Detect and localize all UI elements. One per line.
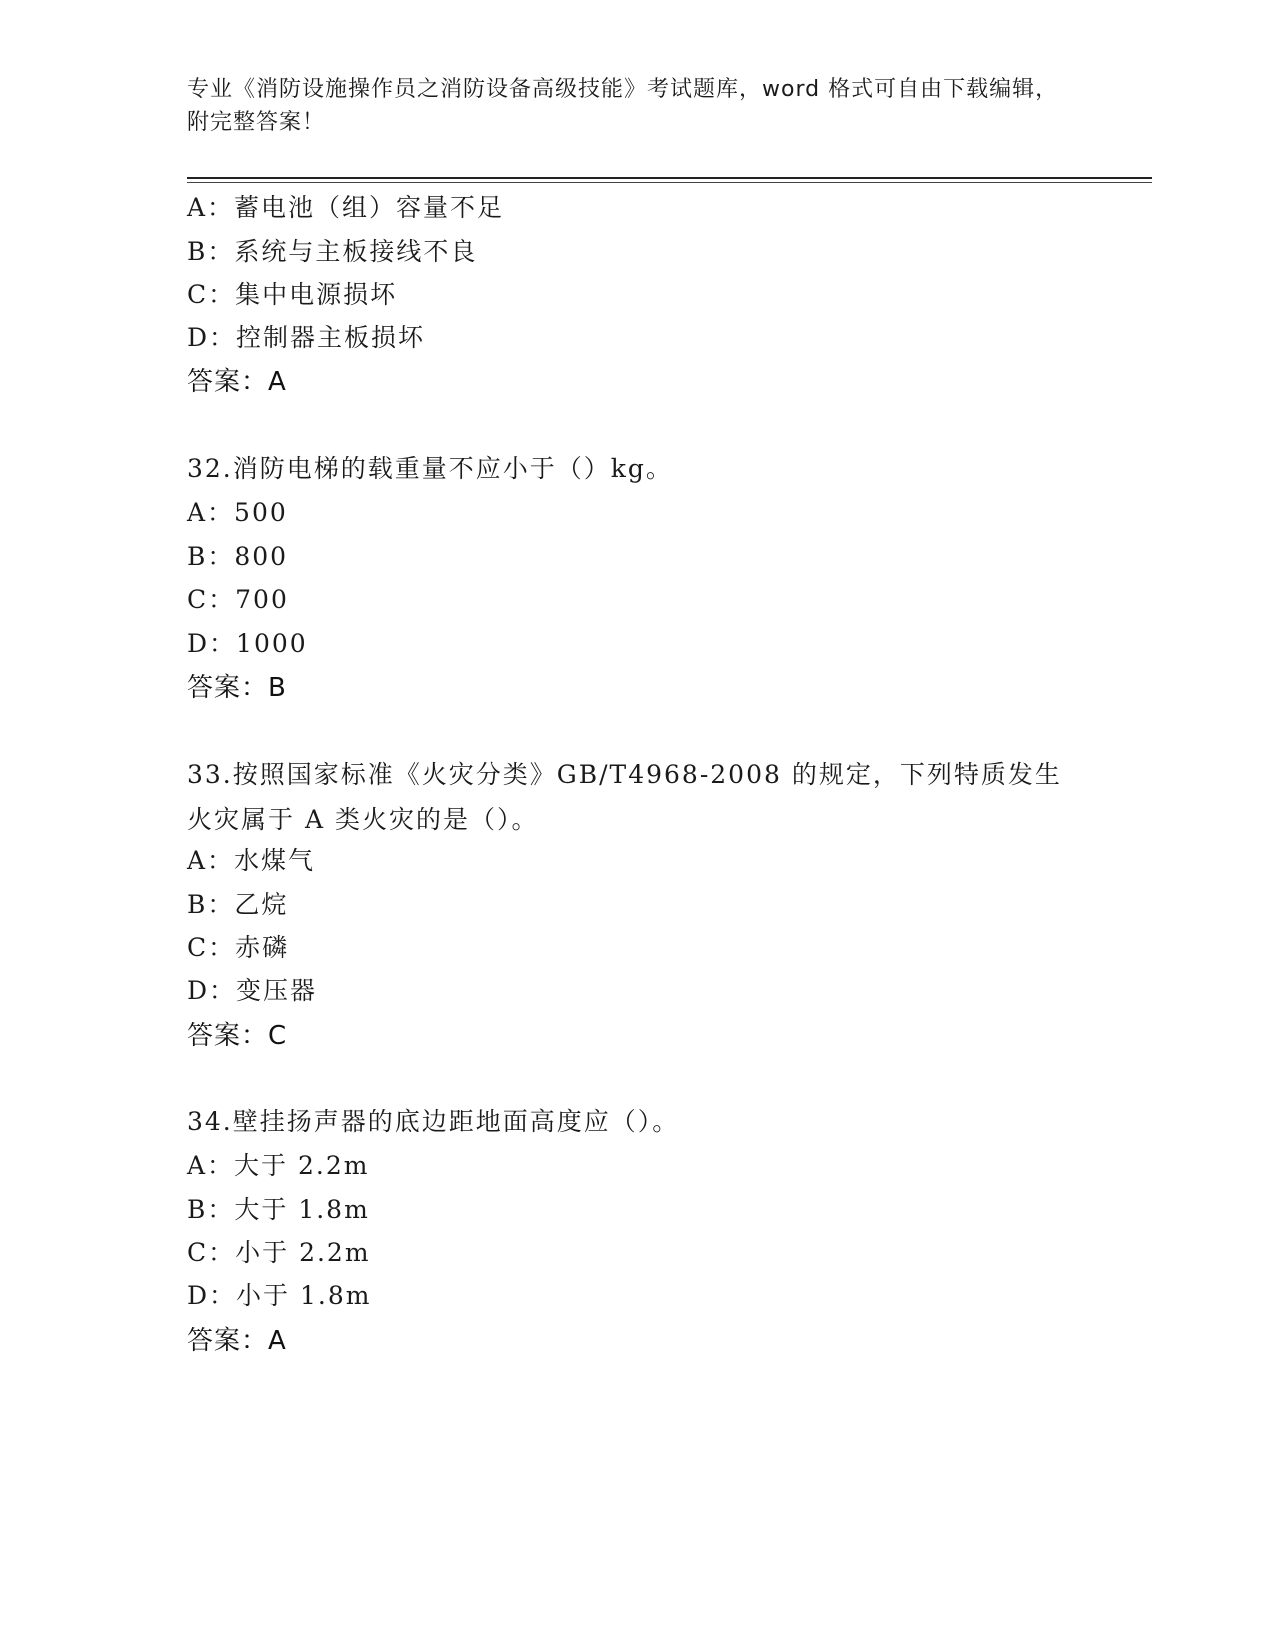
option-b: B：800 — [187, 542, 289, 571]
option-c: C：集中电源损坏 — [187, 280, 398, 309]
document-header: 专业《消防设施操作员之消防设备高级技能》考试题库，word 格式可自由下载编辑，附完整答案！ — [187, 77, 1059, 135]
question-32: 32.消防电梯的载重量不应小于（）kg。 — [187, 454, 673, 483]
answer-line: 答案：B — [187, 673, 287, 703]
answer-line: 答案：C — [187, 1021, 288, 1051]
option-b: B：系统与主板接线不良 — [187, 237, 478, 266]
option-d: D：变压器 — [187, 976, 318, 1005]
option-a: A：500 — [187, 498, 288, 527]
header-rule-thick — [187, 177, 1152, 179]
answer-line: 答案：A — [187, 367, 287, 397]
option-a: A：蓄电池（组）容量不足 — [187, 193, 505, 222]
question-33: 33.按照国家标准《火灾分类》GB/T4968-2008 的规定，下列特质发生火灾属于 A 类火灾的是（）。 — [187, 760, 1062, 834]
option-a: A：水煤气 — [187, 846, 316, 875]
option-c: C：赤磷 — [187, 933, 290, 962]
answer-line: 答案：A — [187, 1326, 287, 1356]
option-d: D：1000 — [187, 629, 308, 658]
option-c: C：700 — [187, 585, 289, 614]
question-34: 34.壁挂扬声器的底边距地面高度应（）。 — [187, 1107, 680, 1136]
option-d: D：小于 1.8m — [187, 1281, 372, 1310]
option-c: C：小于 2.2m — [187, 1238, 371, 1267]
option-a: A：大于 2.2m — [187, 1151, 370, 1180]
header-rule-thin — [187, 182, 1152, 183]
option-b: B：大于 1.8m — [187, 1195, 370, 1224]
option-b: B：乙烷 — [187, 890, 289, 919]
option-d: D：控制器主板损坏 — [187, 323, 426, 352]
